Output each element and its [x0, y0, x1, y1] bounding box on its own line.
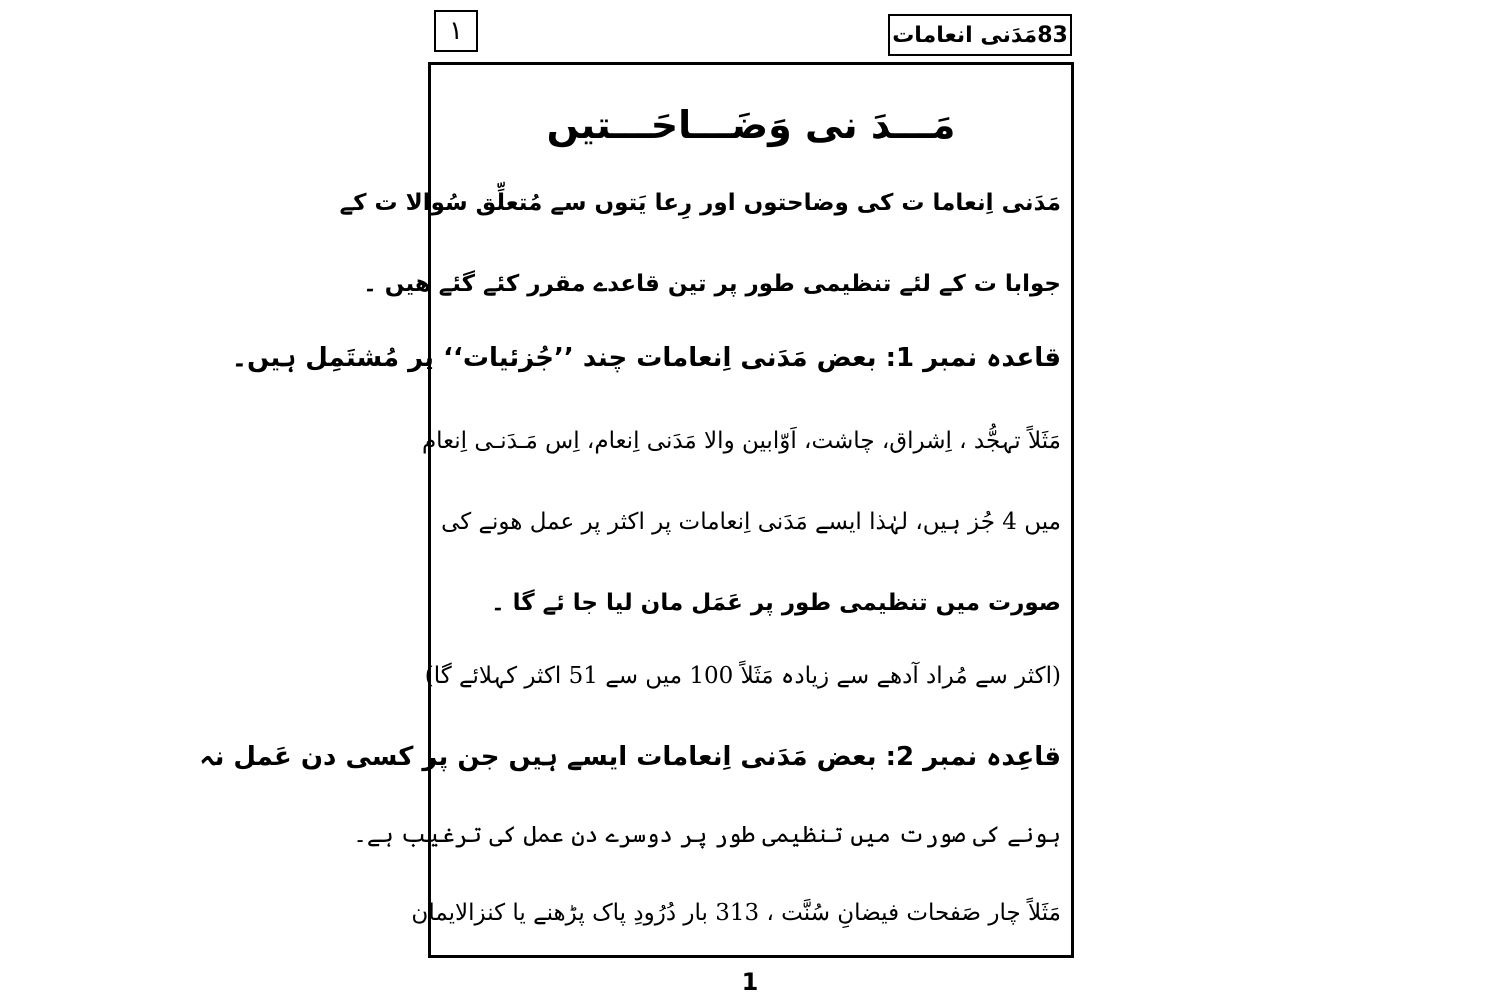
text-line-9: ہونے کی صورت میں تنظیمی طور پر دوسرے دن عمل کی ترغیب ہے۔ [353, 822, 1061, 848]
header-title: 83مَدَنی انعامات [888, 14, 1072, 56]
rule-1-line: قاعدہ نمبر 1: بعض مَدَنی اِنعامات چند ’’جُزئیات‘‘ پر مُشتَمِل ہیں۔ [231, 343, 1061, 373]
text-line-2: جوابا ت کے لئے تنظیمی طور پر تین قاعدے مقرر کئے گئے ھیں ۔ [363, 271, 1061, 297]
rule-2-line: قاعِدہ نمبر 2: بعض مَدَنی اِنعامات ایسے ہیں جن پر کسی دن عَمل نہ [199, 742, 1061, 772]
text-line-10: مَثَلاً چار صَفحات فیضانِ سُنَّت ، 313 بار دُرُودِ پاک پڑھنے یا کنزالایمان [411, 900, 1061, 926]
text-line-4: مَثَلاً تہجُّد ، اِشراق، چاشت، اَوّابین والا مَدَنی اِنعام، اِس مَـدَنـی اِنعام [421, 428, 1061, 454]
content-frame [199, 62, 1074, 958]
text-line-7: (اکثر سے مُراد آدھے سے زیادہ مَثَلاً 100 میں سے 51 اکثر کہلائے گا) [424, 663, 1061, 689]
text-line-1: مَدَنی اِنعاما ت کی وضاحتوں اور رِعا یَتوں سے مُتعلِّق سُوالا ت کے [339, 190, 1061, 216]
footer-page-number: 1 [741, 968, 759, 996]
text-line-5: میں 4 جُز ہیں، لہٰذا ایسے مَدَنی اِنعامات پر اکثر پر عمل ھونے کی [441, 509, 1061, 535]
text-line-6: صورت میں تنظیمی طور پر عَمَل مان لیا جا ئے گا ۔ [491, 590, 1061, 616]
page-heading: مَـــدَ نی وَضَـــاحَـــتیں [546, 103, 956, 147]
page-number-box: ١ [434, 10, 478, 52]
